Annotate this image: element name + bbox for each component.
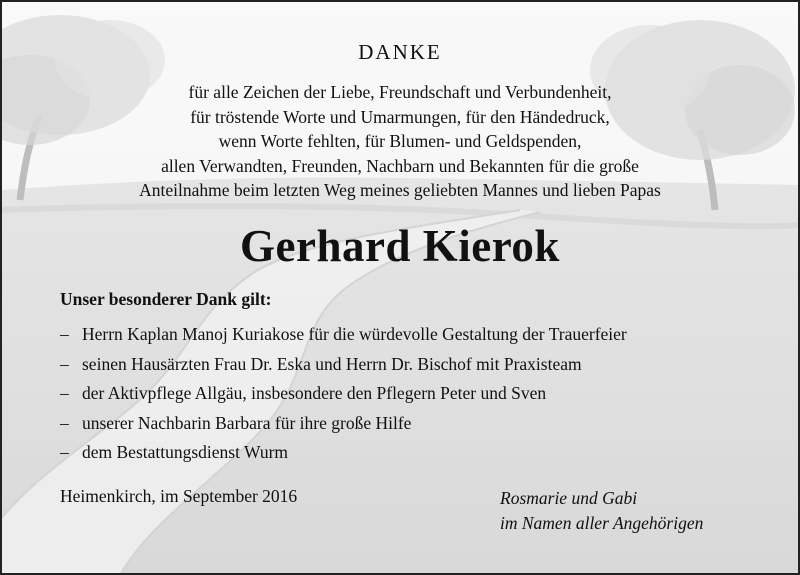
intro-text: [0, 80, 800, 203]
dash-bullet: –: [60, 353, 69, 374]
intro-line: für alle Zeichen der Liebe, Freundschaft und Verbundenheit,: [188, 82, 612, 102]
dash-bullet: –: [60, 383, 69, 403]
dash-bullet: –: [60, 412, 69, 433]
intro-line: wenn Worte fehlten, für Blumen- und Geldspenden,: [218, 131, 582, 151]
intro-line: allen Verwandten, Freunden, Nachbarn und Bekannten für die große: [161, 155, 639, 176]
signature: [500, 486, 703, 535]
list-item: [60, 379, 627, 409]
list-item-text: dem Bestattungsdienst Wurm: [82, 442, 289, 462]
dash-bullet: –: [60, 442, 69, 462]
list-item: [60, 320, 627, 350]
list-item-text: unserer Nachbarin Barbara für ihre große Hilfe: [82, 412, 412, 433]
list-item: [60, 438, 627, 468]
intro-line: Anteilnahme beim letzten Weg meines geliebten Mannes und lieben Papas: [139, 180, 661, 200]
list-item: [60, 409, 627, 439]
signature-line: im Namen aller Angehörigen: [500, 512, 704, 533]
list-item-text: der Aktivpflege Allgäu, insbesondere den Pflegern Peter und Sven: [82, 383, 547, 403]
intro-line: für tröstende Worte und Umarmungen, für den Händedruck,: [190, 106, 610, 127]
signature-line: Rosmarie und Gabi: [500, 488, 638, 508]
page-title: DANKE: [358, 40, 442, 64]
place-and-date: Heimenkirch, im September 2016: [60, 486, 298, 506]
list-item-text: Herrn Kaplan Manoj Kuriakose für die würdevolle Gestaltung der Trauerfeier: [82, 324, 627, 344]
list-item-text: seinen Hausärzten Frau Dr. Eska und Herrn Dr. Bischof mit Praxisteam: [82, 353, 582, 374]
dash-bullet: –: [60, 324, 69, 344]
list-item: [60, 350, 627, 380]
deceased-name: Gerhard Kierok: [240, 221, 560, 271]
special-thanks-list: [60, 320, 627, 468]
special-thanks-heading: Unser besonderer Dank gilt:: [60, 289, 272, 309]
